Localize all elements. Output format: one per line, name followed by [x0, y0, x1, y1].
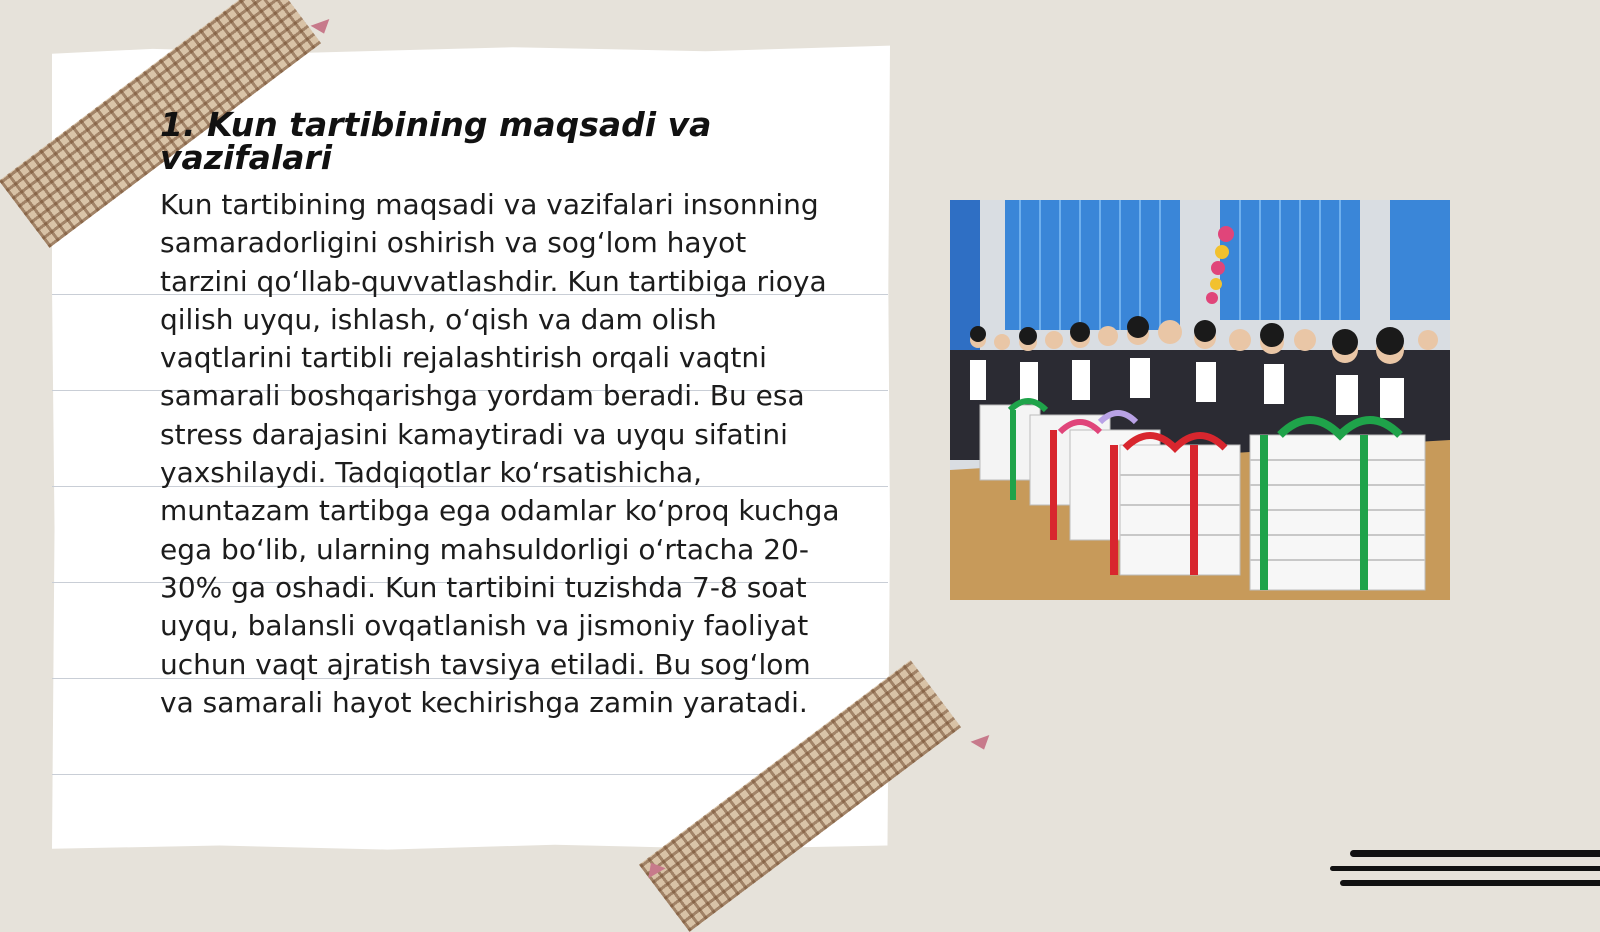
brush-stroke-decoration — [1350, 850, 1600, 857]
tape-tail-icon — [971, 735, 994, 753]
classroom-photo — [950, 200, 1450, 600]
brush-stroke-decoration — [1340, 880, 1600, 886]
slide-body-text: Kun tartibining maqsadi va vazifalari insonning samaradorligini oshirish va sog‘lom hayot tarzini qo‘llab-quvvatlashdir. Kun tartibiga rioya qilish uyqu, ishlash, o‘qish va dam olish vaqtlarini tartibli rejalashtirish orqali vaqtni samarali boshqarishga yordam beradi. Bu esa stress darajasini kamaytiradi va uyqu sifatini yaxshilaydi. Tadqiqotlar ko‘rsatishicha, muntazam tartibga ega odamlar ko‘proq kuchga ega bo‘lib, ularning mahsuldorligi o‘rtacha 20-30% ga oshadi. Kun tartibini tuzishda 7-8 soat uyqu, balansli ovqatlanish va jismoniy faoliyat uchun vaqt ajratish tavsiya etiladi. Bu sog‘lom va samarali hayot kechirishga zamin yaratadi. — [160, 188, 840, 719]
slide-title: 1. Kun tartibining maqsadi va vazifalari — [160, 105, 712, 177]
classroom-photo-illustration — [950, 200, 1450, 600]
tape-tail-icon — [311, 19, 334, 37]
brush-stroke-decoration — [1330, 866, 1600, 871]
